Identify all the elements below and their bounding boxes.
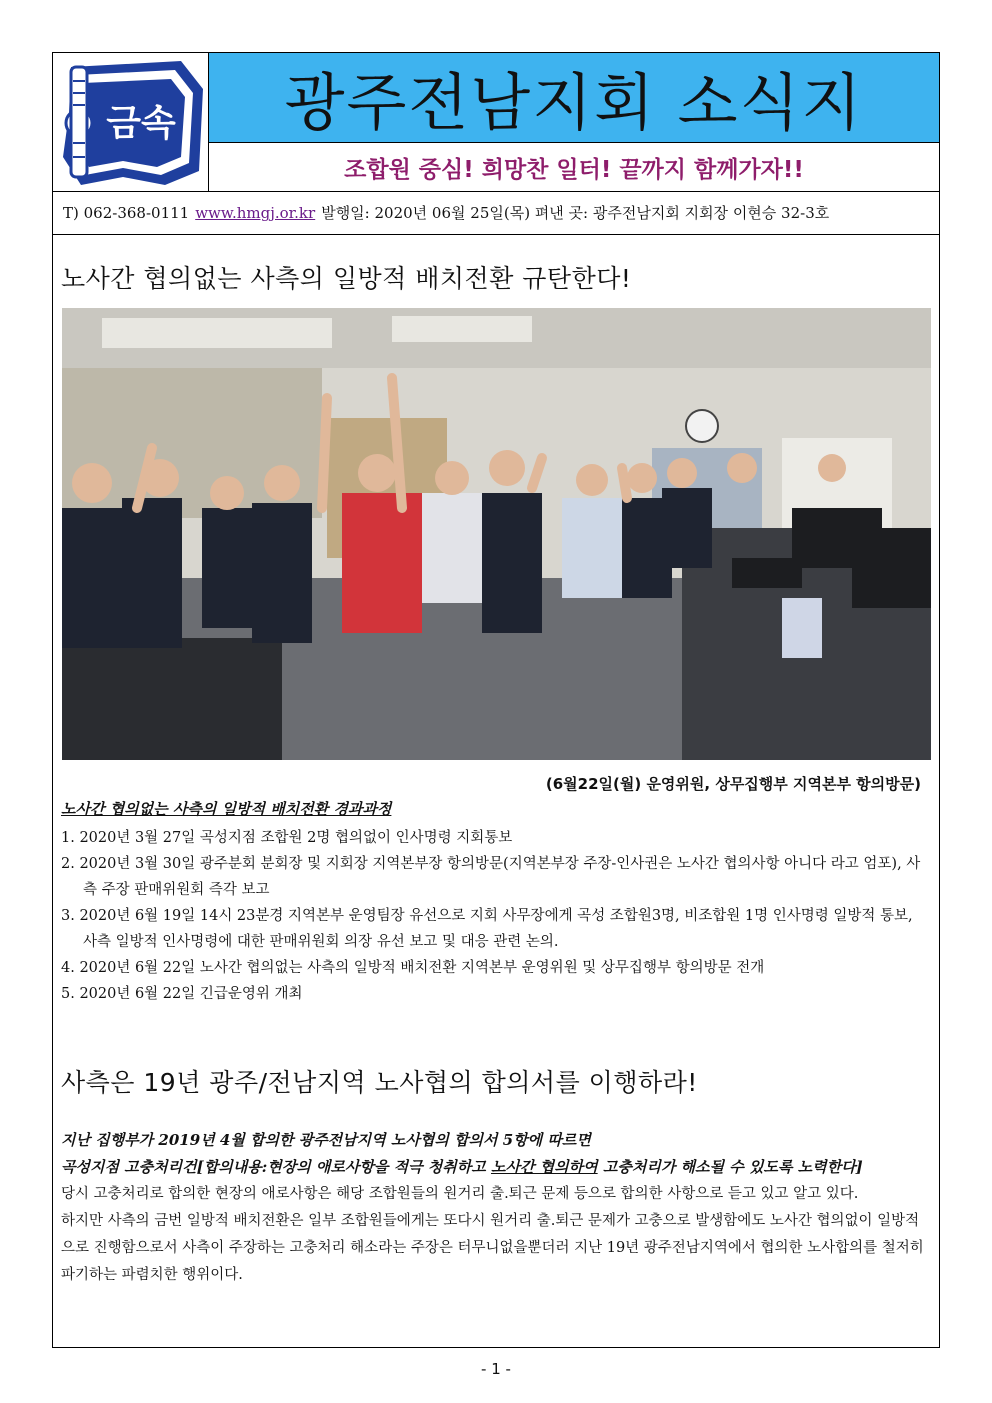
quote-underlined-text: 노사간 협의하여 [490,1158,598,1176]
timeline-list [61,825,933,1007]
paragraph: 당시 고충처리로 합의한 현장의 애로사항은 해당 조합원들의 원거리 출.퇴근 문제 등으로 합의한 사항으로 듣고 있고 알고 있다. [61,1186,859,1202]
article-2-headline: 사측은 19년 광주/전남지역 노사협의 합의서를 이행하라! [61,1068,698,1097]
list-item: 4. 2020년 6월 22일 노사간 협의없는 사측의 일방적 배치전환 지역본부 운영위원 및 상무집행부 항의방문 전개 [61,960,765,976]
phone-number: T) 062-368-0111 [63,203,190,222]
list-item: 5. 2020년 6월 22일 긴급운영위 개최 [61,986,303,1002]
paragraph: 하지만 사측의 금번 일방적 배치전환은 일부 조합원들에게는 또다시 원거리 출.퇴근 문제가 고충으로 발생함에도 노사간 협의없이 일방적으로 진행함으로서 사측이 주장하는 고충처리 해소라는 주장은 터무니없을뿐더러 지난 19년 광주전남지역에서 협의한 노사합의를 철저히 파기하는 파렴치한 행위이다. [61,1213,924,1283]
quote-text-end: 고충처리가 해소될 수 있도록 노력한다] [597,1158,863,1176]
union-emblem-icon [53,53,208,191]
newsletter-sheet [52,52,940,1348]
article-1-headline: 노사간 협의없는 사측의 일방적 배치전환 규탄한다! [61,264,632,293]
photo-caption: (6월22일(월) 운영위원, 상무집행부 지역본부 항의방문) [545,775,921,793]
title-band [209,53,939,143]
list-item: 3. 2020년 6월 19일 14시 23분경 지역본부 운영팀장 유선으로 지회 사무장에게 곡성 조합원3명, 비조합원 1명 인사명령 일방적 통보, [61,908,913,924]
agreement-quote-line-1: 지난 집행부가 2019년 4월 합의한 광주전남지역 노사협의 합의서 5항에 따르면 [61,1131,591,1149]
list-item: 2. 2020년 3월 30일 광주분회 분회장 및 지회장 지역본부장 항의방문(지역본부장 주장-인사권은 노사간 협의사항 아니다 라고 엄포), 사측 주장 판매위원회 즉각 보고 [61,856,921,898]
slogan: 조합원 중심! 희망찬 일터! 끝까지 함께가자!! [344,156,804,183]
union-logo [53,53,209,191]
protest-photo [62,308,931,760]
newsletter-title: 광주전남지회 소식지 [284,66,864,139]
agreement-quote-line-2 [61,1154,933,1181]
website-link[interactable]: www.hmgj.or.kr [195,203,316,222]
issue-info: 발행일: 2020년 06월 25일(목) 펴낸 곳: 광주전남지회 지회장 이현승 32-3호 [321,204,830,222]
quote-text: 곡성지점 고충처리건[합의내용:현장의 애로사항을 적극 청취하고 [61,1158,491,1176]
list-item: 1. 2020년 3월 27일 곡성지점 조합원 2명 협의없이 인사명령 지회통보 [61,830,513,846]
masthead [53,53,939,192]
page-number: - 1 - [481,1360,511,1378]
publication-info-bar [53,191,939,235]
list-item: 사측 일방적 인사명령에 대한 판매위원회 의장 유선 보고 및 대응 관련 논의. [83,934,559,950]
article-2-body [61,1127,933,1289]
logo-text: 금속 [106,103,176,144]
timeline-title: 노사간 협의없는 사측의 일방적 배치전환 경과과정 [61,800,392,818]
